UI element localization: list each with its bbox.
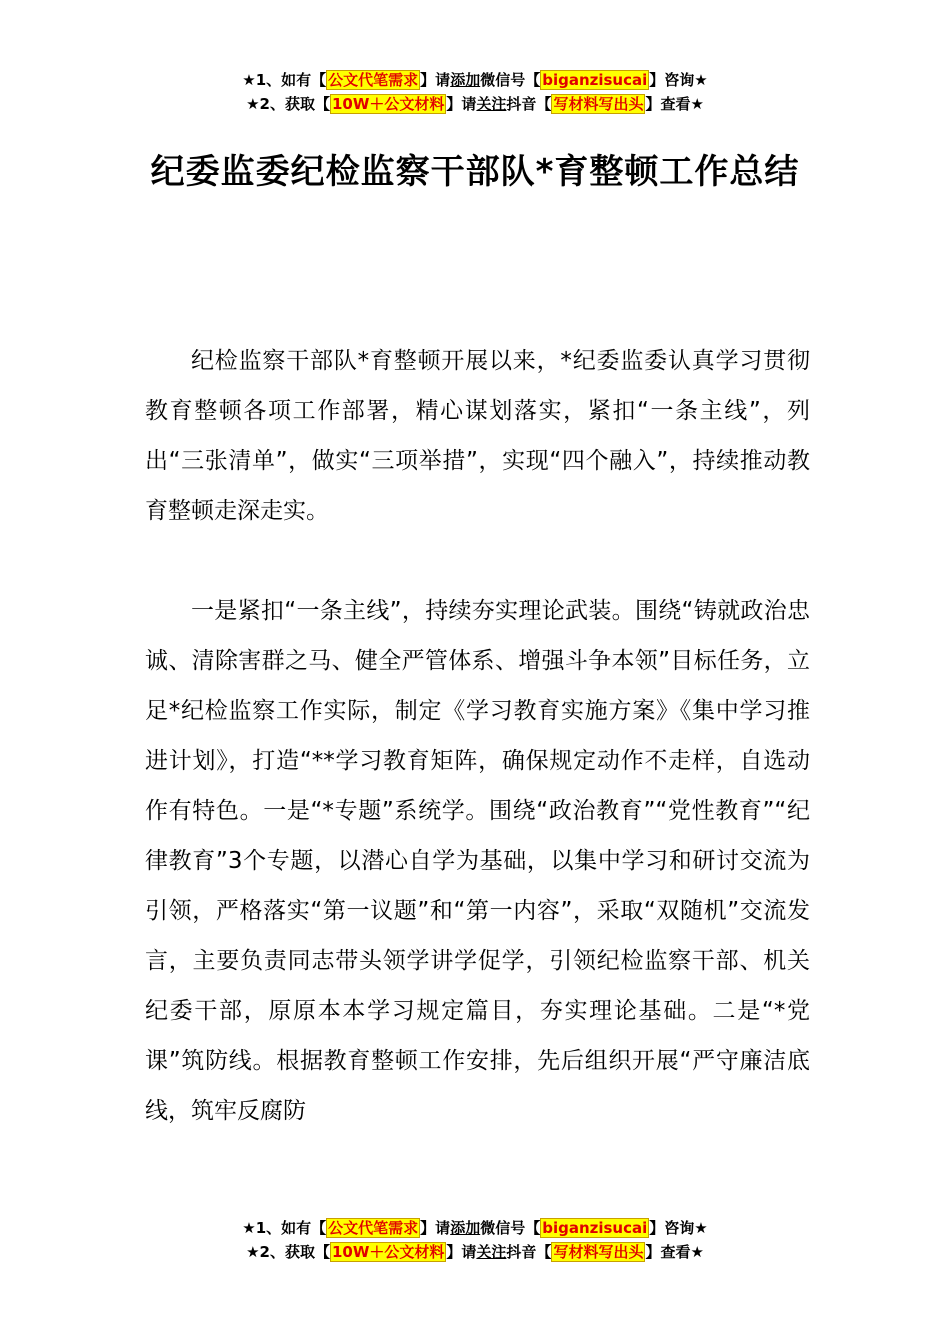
document-title: 纪委监委纪检监察干部队*育整顿工作总结 [150, 152, 800, 192]
paragraph-main [145, 586, 810, 1136]
highlight-materials: 10W＋公文材料 [331, 95, 445, 113]
highlight-service: 公文代笔需求 [328, 1219, 419, 1237]
footer-line-2: ★2、获取【 10W＋公文材料 】请关注抖音【 写材料写出头 】查看★ [246, 1243, 704, 1261]
paragraph-1: 纪检监察干部队*育整顿开展以来，*纪委监委认真学习贯彻教育整顿各项工作部署，精心谋划落实，紧扣“一条主线”，列出“三张清单”，做实“三项举措”，实现“四个融入”，持续推动教育整顿走深走实。 [145, 348, 810, 524]
highlight-service: 公文代笔需求 [328, 71, 419, 89]
highlight-materials: 10W＋公文材料 [331, 1243, 445, 1261]
highlight-douyin: 写材料写出头 [553, 1243, 644, 1261]
paragraph-intro [145, 336, 810, 536]
banner-line-1: ★1、如有【 公文代笔需求 】请添加微信号【 biganzisucai 】咨询★ [242, 71, 708, 89]
banner-line-2: ★2、获取【 10W＋公文材料 】请关注抖音【 写材料写出头 】查看★ [246, 95, 704, 113]
header-banner [0, 68, 950, 116]
highlight-wechat-id: biganzisucai [542, 71, 648, 89]
paragraph-2: 一是紧扣“一条主线”，持续夯实理论武装。围绕“铸就政治忠诚、清除害群之马、健全严管体系、增强斗争本领”目标任务，立足*纪检监察工作实际，制定《学习教育实施方案》《集中学习推进计划》，打造“**学习教育矩阵，确保规定动作不走样，自选动作有特色。一是“*专题”系统学。围绕“政治教育”“党性教育”“纪律教育”3个专题，以潜心自学为基础，以集中学习和研讨交流为引领，严格落实“第一议题”和“第一内容”，采取“双随机”交流发言，主要负责同志带头领学讲学促学，引领纪检监察干部、机关纪委干部，原原本本学习规定篇目，夯实理论基础。二是“*党课”筑防线。根据教育整顿工作安排，先后组织开展“严守廉洁底线，筑牢反腐防 [145, 598, 810, 1124]
highlight-wechat-id: biganzisucai [542, 1219, 648, 1237]
footer-line-1: ★1、如有【 公文代笔需求 】请添加微信号【 biganzisucai 】咨询★ [242, 1219, 708, 1237]
highlight-douyin: 写材料写出头 [553, 95, 644, 113]
footer-banner [0, 1216, 950, 1264]
